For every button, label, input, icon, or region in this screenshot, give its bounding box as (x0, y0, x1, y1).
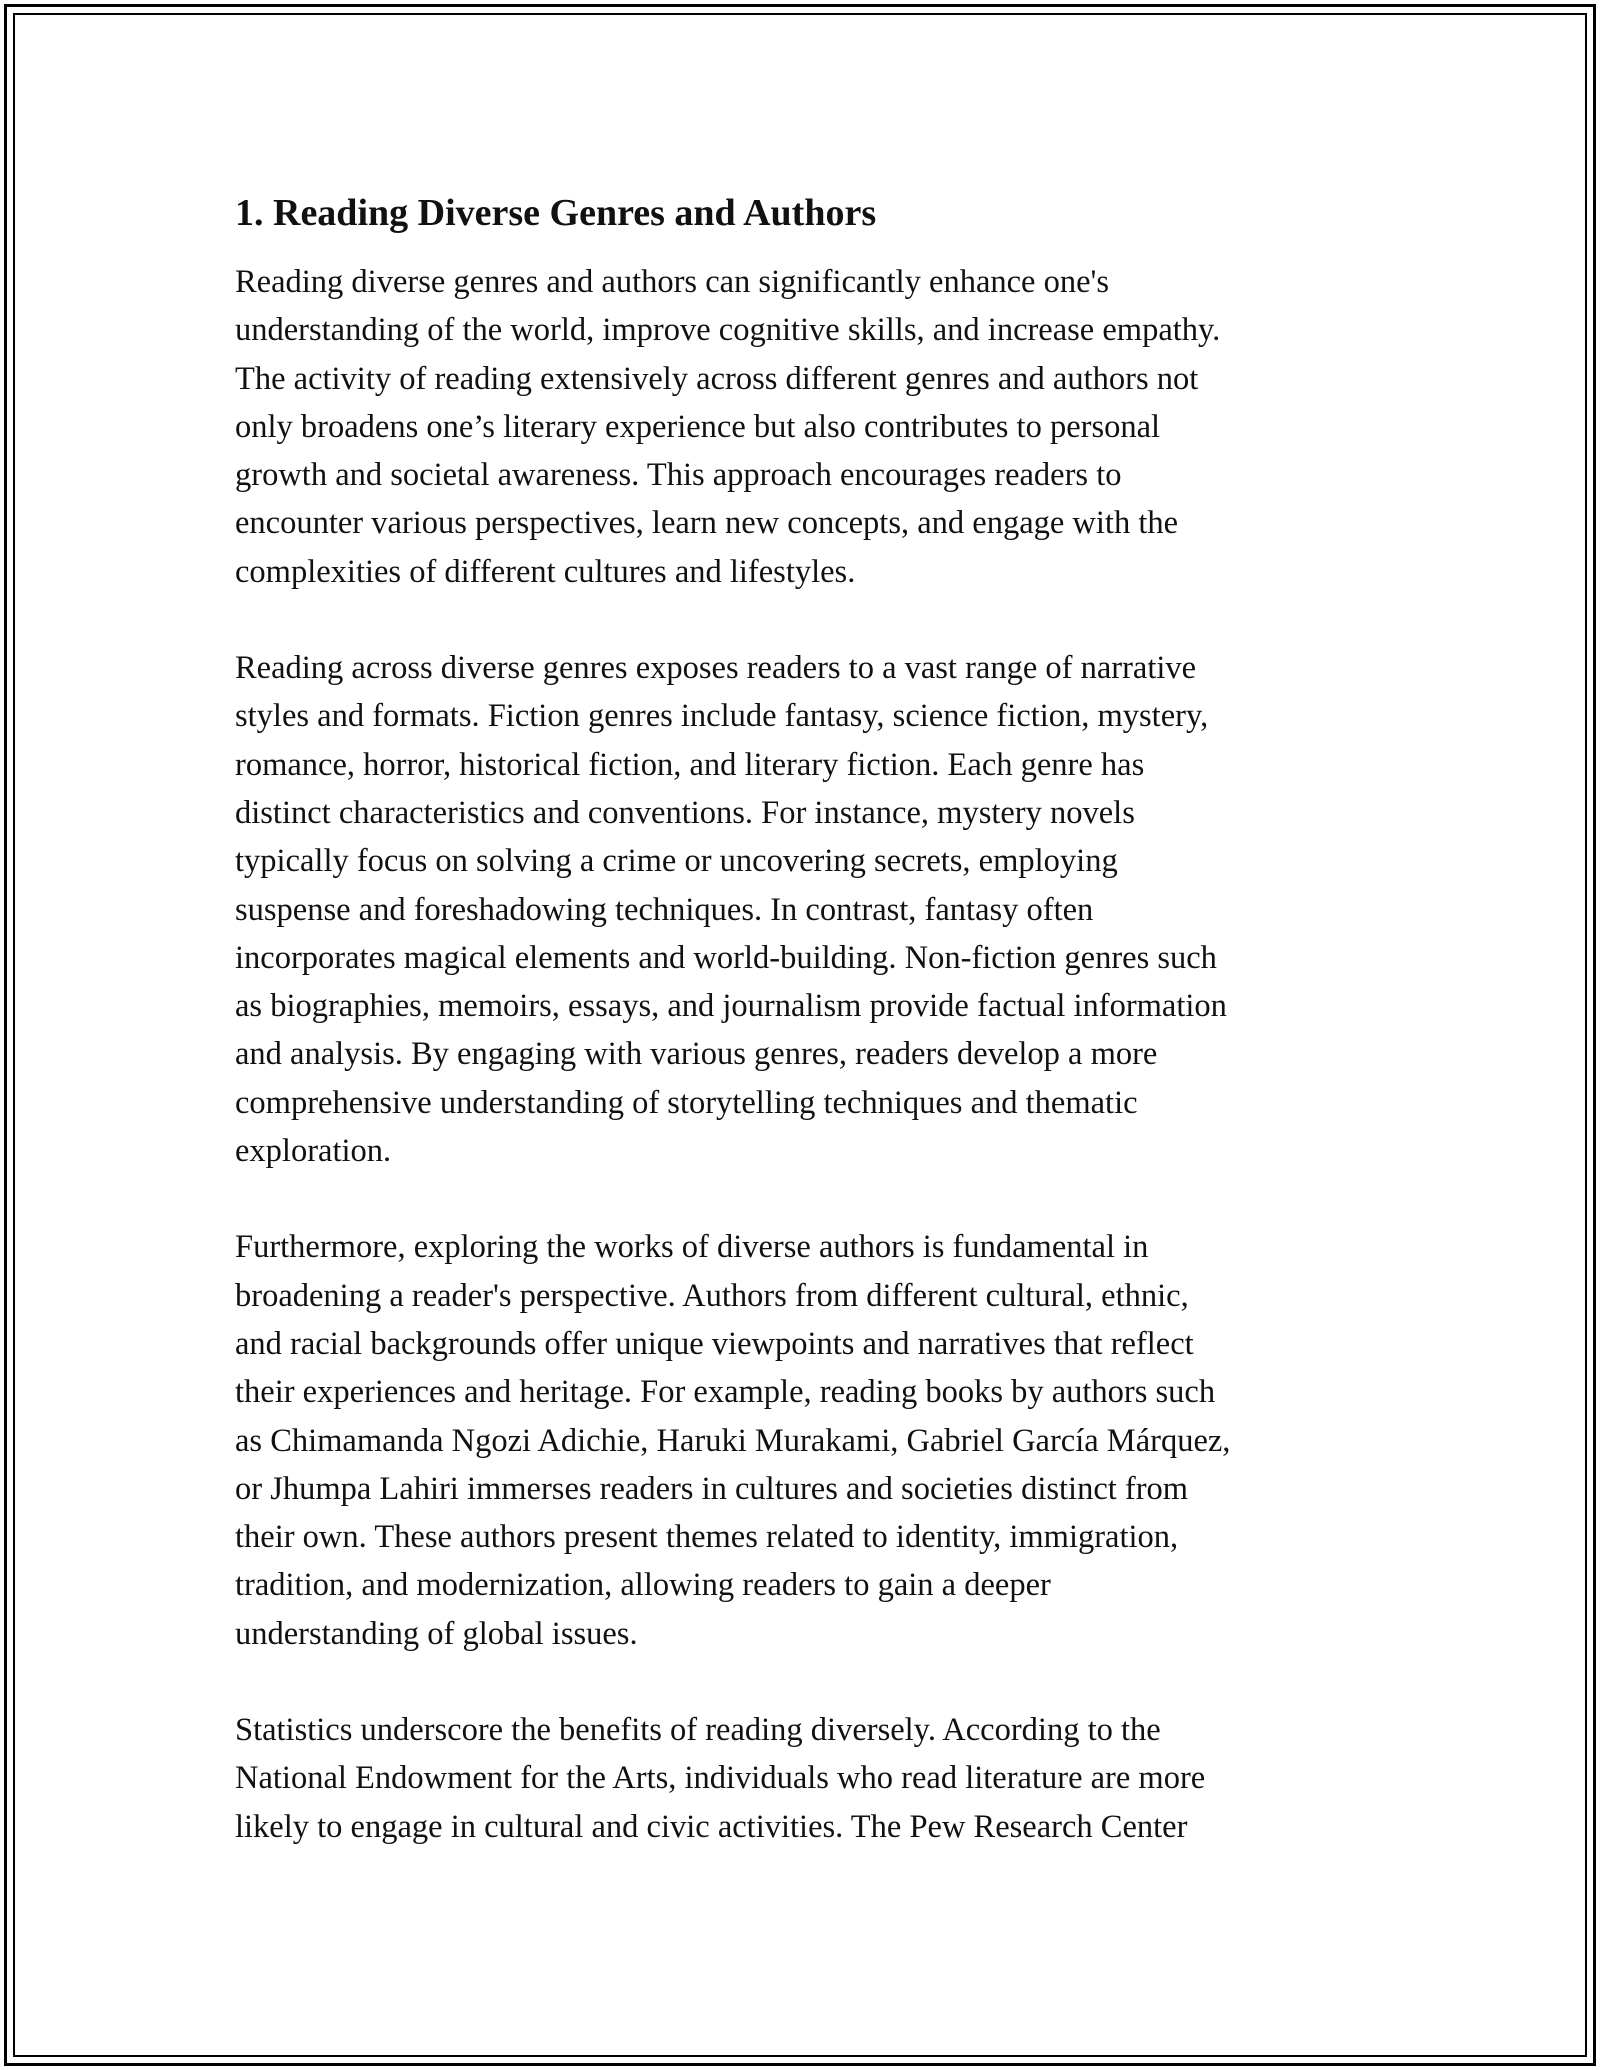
text-line: Statistics underscore the benefits of reading diversely. According to the (235, 1712, 1161, 1749)
text-line: complexities of different cultures and lifestyles. (235, 553, 856, 590)
text-line: encounter various perspectives, learn new concepts, and engage with the (235, 505, 1179, 542)
paragraph-3 (235, 1223, 1375, 1658)
text-line: The activity of reading extensively across different genres and authors not (235, 360, 1199, 397)
text-line: their experiences and heritage. For example, reading books by authors such (235, 1374, 1216, 1411)
text-line: romance, horror, historical fiction, and literary fiction. Each genre has (235, 746, 1145, 783)
text-line: growth and societal awareness. This approach encourages readers to (235, 457, 1122, 494)
text-line: likely to engage in cultural and civic activities. The Pew Research Center (235, 1808, 1188, 1845)
text-line: exploration. (235, 1133, 392, 1170)
text-line: as Chimamanda Ngozi Adichie, Haruki Murakami, Gabriel García Márquez, (235, 1422, 1231, 1459)
paragraph-4 (235, 1706, 1375, 1851)
section-title: 1. Reading Diverse Genres and Authors (235, 192, 877, 234)
text-line: Furthermore, exploring the works of diverse authors is fundamental in (235, 1229, 1149, 1266)
text-line: their own. These authors present themes related to identity, immigration, (235, 1519, 1179, 1556)
text-line: understanding of global issues. (235, 1615, 638, 1652)
text-line: Reading across diverse genres exposes readers to a vast range of narrative (235, 650, 1197, 687)
text-line: typically focus on solving a crime or uncovering secrets, employing (235, 843, 1118, 880)
text-line: National Endowment for the Arts, individuals who read literature are more (235, 1760, 1206, 1797)
text-line: or Jhumpa Lahiri immerses readers in cultures and societies distinct from (235, 1470, 1189, 1507)
text-line: broadening a reader's perspective. Authors from different cultural, ethnic, (235, 1277, 1189, 1314)
text-line: tradition, and modernization, allowing readers to gain a deeper (235, 1567, 1051, 1604)
text-line: styles and formats. Fiction genres include fantasy, science fiction, mystery, (235, 698, 1209, 735)
text-line: suspense and foreshadowing techniques. In contrast, fantasy often (235, 891, 1094, 928)
paragraph-2 (235, 644, 1375, 1175)
document-body (235, 188, 1375, 1899)
text-line: distinct characteristics and conventions. For instance, mystery novels (235, 794, 1135, 831)
text-line: as biographies, memoirs, essays, and journalism provide factual information (235, 988, 1227, 1025)
text-line: comprehensive understanding of storytelling techniques and thematic (235, 1084, 1138, 1121)
text-line: and analysis. By engaging with various genres, readers develop a more (235, 1036, 1158, 1073)
paragraph-1 (235, 258, 1375, 596)
text-line: Reading diverse genres and authors can significantly enhance one's (235, 264, 1110, 300)
text-line: only broadens one’s literary experience but also contributes to personal (235, 408, 1161, 445)
text-line: and racial backgrounds offer unique viewpoints and narratives that reflect (235, 1325, 1194, 1362)
text-line: incorporates magical elements and world-building. Non-fiction genres such (235, 939, 1217, 976)
text-line: understanding of the world, improve cognitive skills, and increase empathy. (235, 312, 1221, 349)
